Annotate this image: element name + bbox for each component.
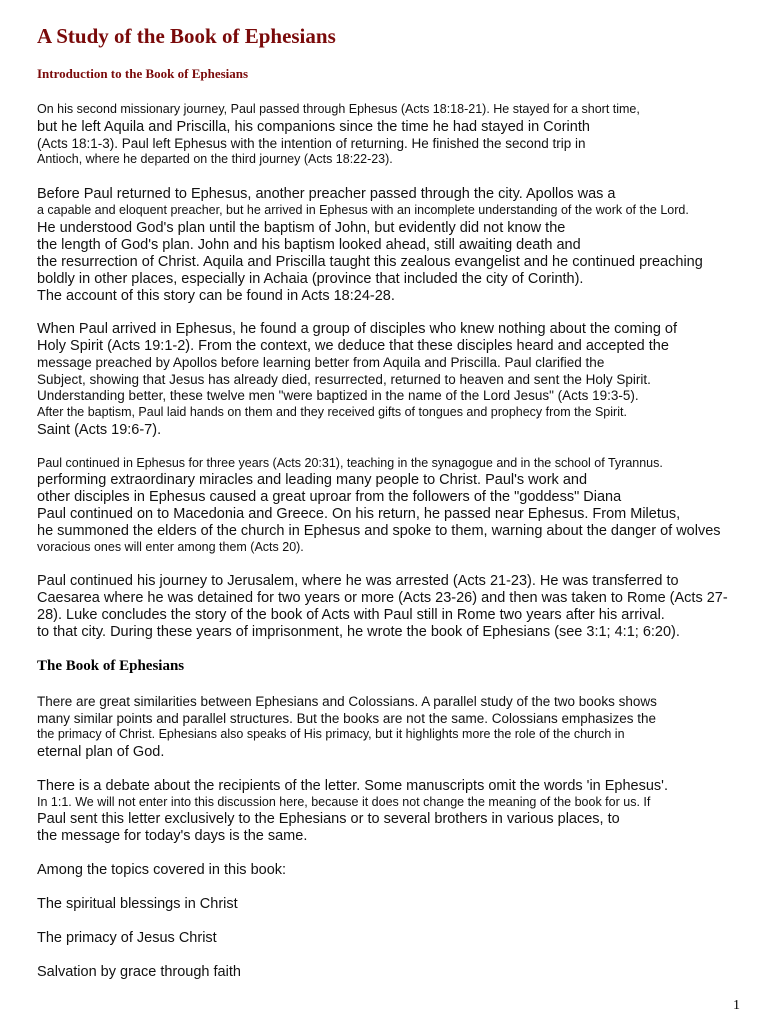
text-line: Before Paul returned to Ephesus, another preacher passed through the city. Apollos was a — [37, 186, 616, 202]
text-line: boldly in other places, especially in Achaia (province that included the city of Corinth). — [37, 271, 584, 287]
text-line: many similar points and parallel structures. But the books are not the same. Colossians emphasizes the — [37, 711, 657, 726]
text-line: The account of this story can be found in Acts 18:24-28. — [37, 288, 395, 304]
text-line: Understanding better, these twelve men "were baptized in the name of the Lord Jesus" (Acts 19:3-5). — [37, 388, 639, 403]
text-line: Saint (Acts 19:6-7). — [37, 422, 162, 438]
document-title: A Study of the Book of Ephesians — [37, 24, 336, 48]
text-line: There are great similarities between Ephesians and Colossians. A parallel study of the two books shows — [37, 694, 657, 709]
text-line: He understood God's plan until the baptism of John, but evidently did not know the — [37, 220, 566, 236]
text-line: On his second missionary journey, Paul passed through Ephesus (Acts 18:18-21). He stayed for a short time, — [37, 102, 640, 116]
text-line: the primacy of Christ. Ephesians also speaks of His primacy, but it highlights more the role of the church in — [37, 727, 625, 741]
text-line: to that city. During these years of imprisonment, he wrote the book of Ephesians (see 3:1; 4:1; 6:20). — [37, 624, 680, 640]
text-line: Holy Spirit (Acts 19:1-2). From the context, we deduce that these disciples heard and accepted the — [37, 338, 669, 354]
text-line: (Acts 18:1-3). Paul left Ephesus with the intention of returning. He finished the second trip in — [37, 136, 586, 151]
text-line: the length of God's plan. John and his baptism looked ahead, still awaiting death and — [37, 237, 581, 253]
text-line: There is a debate about the recipients of the letter. Some manuscripts omit the words 'in Ephesus'. — [37, 778, 668, 794]
introduction-heading: Introduction to the Book of Ephesians — [37, 66, 249, 81]
text-line: Paul continued in Ephesus for three years (Acts 20:31), teaching in the synagogue and in the school of Tyrannus. — [37, 456, 663, 470]
page-number: 1 — [733, 998, 740, 1013]
topic-item: The primacy of Jesus Christ — [37, 930, 217, 946]
text-line: After the baptism, Paul laid hands on them and they received gifts of tongues and prophecy from the Spirit. — [37, 405, 627, 419]
text-line: Antioch, where he departed on the third journey (Acts 18:22-23). — [37, 152, 393, 166]
text-line: performing extraordinary miracles and leading many people to Christ. Paul's work and — [37, 472, 588, 488]
text-line: Paul continued his journey to Jerusalem, where he was arrested (Acts 21-23). He was transferred to — [37, 573, 679, 589]
section-heading: The Book of Ephesians — [37, 658, 185, 674]
text-line: eternal plan of God. — [37, 744, 165, 760]
text-line: Subject, showing that Jesus has already died, resurrected, returned to heaven and sent the Holy Spirit. — [37, 372, 651, 387]
text-line: voracious ones will enter among them (Acts 20). — [37, 540, 304, 554]
text-line: Caesarea where he was detained for two years or more (Acts 23-26) and then was taken to Rome (Acts 27- — [37, 590, 728, 606]
text-line: other disciples in Ephesus caused a great uproar from the followers of the "goddess" Diana — [37, 489, 622, 505]
text-line: the message for today's days is the same. — [37, 828, 308, 844]
text-line: the resurrection of Christ. Aquila and Priscilla taught this zealous evangelist and he continued preaching — [37, 254, 703, 270]
text-line: message preached by Apollos before learning better from Aquila and Priscilla. Paul clarified the — [37, 355, 605, 370]
text-line: a capable and eloquent preacher, but he arrived in Ephesus with an incomplete understanding of the work of the Lord. — [37, 203, 689, 217]
text-line: but he left Aquila and Priscilla, his companions since the time he had stayed in Corinth — [37, 119, 590, 135]
text-line: 28). Luke concludes the story of the book of Acts with Paul still in Rome two years after his arrival. — [37, 607, 665, 623]
topics-intro: Among the topics covered in this book: — [37, 862, 287, 878]
text-line: Paul continued on to Macedonia and Greece. On his return, he passed near Ephesus. From Miletus, — [37, 506, 681, 522]
topic-item: Salvation by grace through faith — [37, 964, 241, 980]
topic-item: The spiritual blessings in Christ — [37, 896, 238, 912]
text-line: he summoned the elders of the church in Ephesus and spoke to them, warning about the danger of wolves — [37, 523, 721, 539]
text-line: When Paul arrived in Ephesus, he found a group of disciples who knew nothing about the coming of — [37, 321, 678, 337]
text-line: In 1:1. We will not enter into this discussion here, because it does not change the meaning of the book for us. If — [37, 795, 651, 809]
text-line: Paul sent this letter exclusively to the Ephesians or to several brothers in various places, to — [37, 811, 620, 827]
